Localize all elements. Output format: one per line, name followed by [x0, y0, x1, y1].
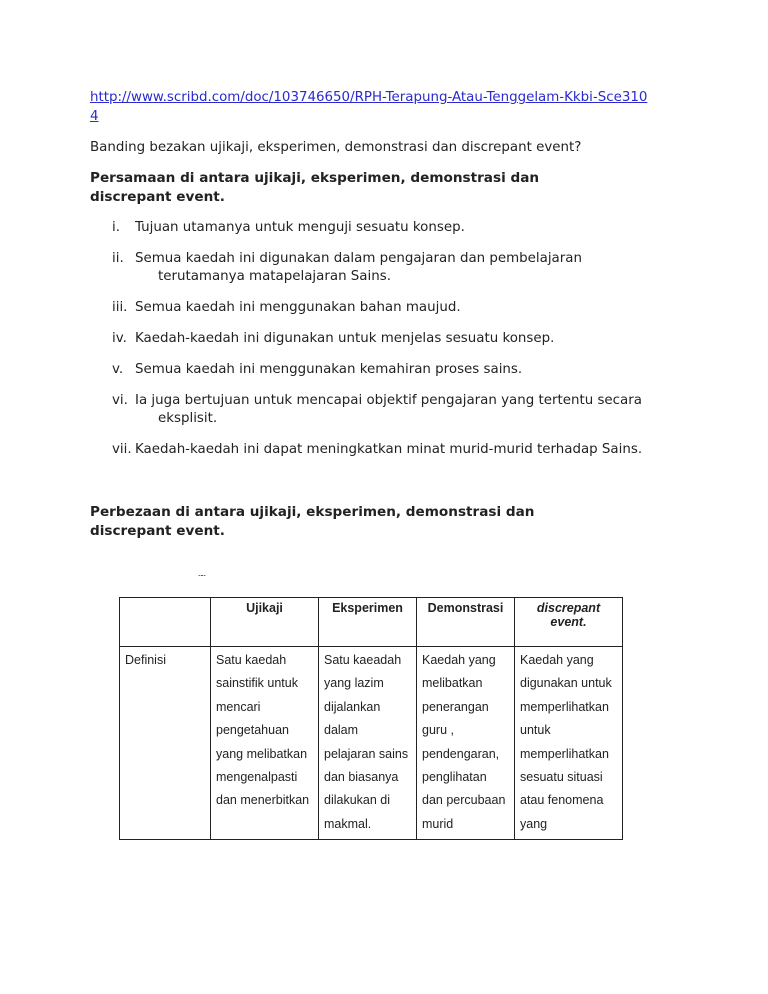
list-text: Semua kaedah ini digunakan dalam pengajaran dan pembelajaran — [135, 251, 582, 266]
list-number: v. — [112, 362, 124, 377]
list-item — [90, 250, 690, 299]
row-label: Definisi — [120, 647, 211, 840]
table-header-cell: Eksperimen — [319, 598, 417, 647]
list-item — [90, 441, 690, 472]
table-header-cell: Ujikaji — [211, 598, 319, 647]
table-cell: Satu kaedah sainstifik untuk mencari pengetahuan yang melibatkan mengenalpasti dan menerbitkan — [211, 647, 319, 840]
table-cell: Kaedah yang melibatkan penerangan guru , pendengaran, penglihatan dan percubaan murid — [417, 647, 515, 840]
list-item — [90, 219, 690, 250]
list-number: i. — [112, 220, 120, 235]
similarities-list — [90, 219, 690, 472]
table-cell: Kaedah yang digunakan untuk memperlihatkan untuk memperlihatkan sesuatu situasi atau fenomena yang — [515, 647, 623, 840]
list-text: Kaedah-kaedah ini dapat meningkatkan minat murid-murid terhadap Sains. — [135, 442, 643, 457]
list-item — [90, 392, 690, 441]
list-number: vii. — [112, 442, 132, 457]
comparison-table — [119, 597, 623, 840]
list-item — [90, 361, 690, 392]
stray-mark: ̈ ̈ — [203, 573, 207, 586]
list-item — [90, 299, 690, 330]
table-cell: Satu kaeadah yang lazim dijalankan dalam pelajaran sains dan biasanya dilakukan di makmal. — [319, 647, 417, 840]
table-header-row — [120, 598, 623, 647]
list-number: vi. — [112, 393, 128, 408]
list-number: ii. — [112, 251, 124, 266]
list-text: Tujuan utamanya untuk menguji sesuatu konsep. — [135, 220, 465, 235]
list-text: Semua kaedah ini menggunakan kemahiran proses sains. — [135, 362, 523, 377]
list-text: Semua kaedah ini menggunakan bahan maujud. — [135, 300, 461, 315]
heading-differences: Perbezaan di antara ujikaji, eksperimen, demonstrasi dan discrepant event. — [90, 504, 535, 539]
list-item — [90, 330, 690, 361]
source-link[interactable]: http://www.scribd.com/doc/103746650/RPH-Terapung-Atau-Tenggelam-Kkbi-Sce3104 — [90, 90, 648, 124]
list-number: iv. — [112, 331, 127, 346]
table-header-cell: discrepant event. — [515, 598, 623, 647]
list-text-continued: eksplisit. — [158, 411, 218, 426]
table-header-cell — [120, 598, 211, 647]
table-header-cell: Demonstrasi — [417, 598, 515, 647]
table-row — [120, 647, 623, 840]
list-text: Kaedah-kaedah ini digunakan untuk menjelas sesuatu konsep. — [135, 331, 555, 346]
heading-similarities: Persamaan di antara ujikaji, eksperimen, demonstrasi dan discrepant event. — [90, 170, 540, 205]
list-number: iii. — [112, 300, 128, 315]
list-text-continued: terutamanya matapelajaran Sains. — [158, 269, 391, 284]
question-text: Banding bezakan ujikaji, eksperimen, demonstrasi dan discrepant event? — [90, 140, 582, 155]
list-text: Ia juga bertujuan untuk mencapai objektif pengajaran yang tertentu secara — [135, 393, 642, 408]
